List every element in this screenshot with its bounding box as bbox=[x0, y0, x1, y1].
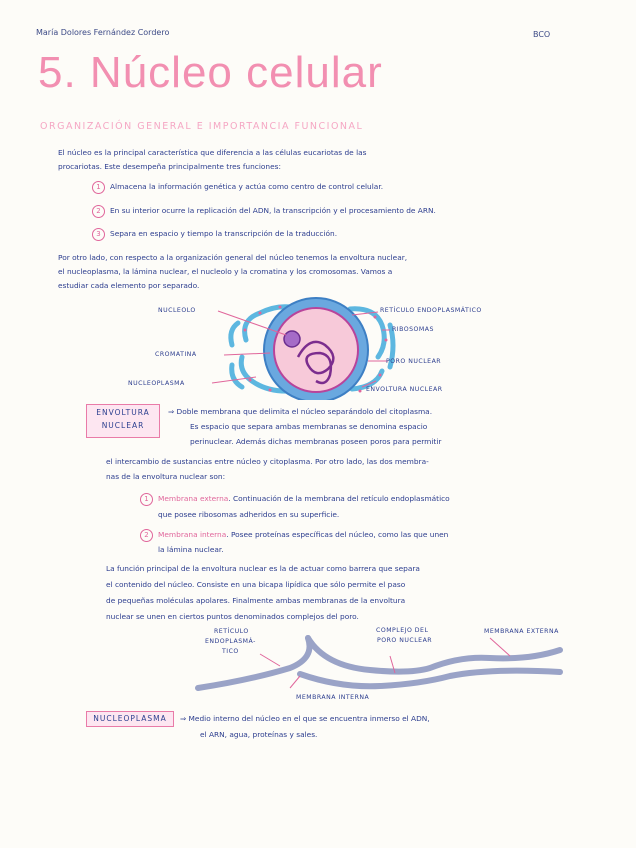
label-membrana-externa: MEMBRANA EXTERNA bbox=[484, 628, 559, 635]
membrane-text: . Continuación de la membrana del retículo endoplasmático bbox=[228, 494, 450, 503]
label-complejo-poro-1: COMPLEJO DEL bbox=[376, 627, 429, 634]
section-subtitle: ORGANIZACIÓN GENERAL E IMPORTANCIA FUNCIONAL bbox=[40, 121, 364, 132]
reticulum-membrane-shape bbox=[198, 638, 310, 688]
nucleoplasma-box: NUCLEOPLASMA bbox=[86, 711, 174, 727]
number-badge: 2 bbox=[140, 529, 153, 542]
function-text: Almacena la información genética y actúa como centro de control celular. bbox=[110, 182, 384, 191]
function-line-3: de pequeñas moléculas apolares. Finalmente ambas membranas de la envoltura bbox=[106, 596, 406, 605]
envoltura-line-3: perinuclear. Además dichas membranas poseen poros para permitir bbox=[190, 437, 442, 446]
nucleolus-shape bbox=[284, 331, 300, 347]
function-line-4: nuclear se unen en ciertos puntos denominados complejos del poro. bbox=[106, 612, 359, 621]
envoltura-line-2: Es espacio que separa ambas membranas se denomina espacio bbox=[190, 422, 428, 431]
page-title: 5. Núcleo celular bbox=[38, 48, 383, 97]
subject-tag: BCO bbox=[533, 30, 551, 39]
author-name: María Dolores Fernández Cordero bbox=[36, 28, 170, 37]
label-envoltura: ENVOLTURA NUCLEAR bbox=[366, 386, 443, 393]
number-badge: 3 bbox=[92, 228, 105, 241]
function-text: Separa en espacio y tiempo la transcripción de la traducción. bbox=[110, 229, 338, 238]
label-ribosomas: RIBOSOMAS bbox=[392, 326, 434, 333]
label-membrana-interna: MEMBRANA INTERNA bbox=[296, 694, 370, 701]
function-item-1 bbox=[92, 181, 383, 194]
label-reticulo-2: ENDOPLASMÁ- bbox=[205, 638, 256, 645]
membrane-name: Membrana interna bbox=[158, 530, 227, 539]
number-badge: 1 bbox=[140, 493, 153, 506]
envoltura-box-line-2: NUCLEAR bbox=[101, 421, 145, 430]
organization-line-2: el nucleoplasma, la lámina nuclear, el nucleolo y la cromatina y los cromosomas. Vamos a bbox=[58, 267, 393, 276]
label-reticulo-1: RETÍCULO bbox=[214, 628, 249, 635]
label-reticulo-3: TICO bbox=[222, 648, 239, 655]
envoltura-box-line-1: ENVOLTURA bbox=[96, 408, 150, 417]
label-nucleolo: NUCLEOLO bbox=[158, 307, 196, 314]
envoltura-line-4: el intercambio de sustancias entre núcleo y citoplasma. Por otro lado, las dos membra- bbox=[106, 457, 429, 466]
label-reticulo: RETÍCULO ENDOPLASMÁTICO bbox=[380, 307, 482, 314]
label-cromatina: CROMATINA bbox=[155, 351, 197, 358]
membrane-name: Membrana externa bbox=[158, 494, 229, 503]
function-item-2 bbox=[92, 205, 436, 218]
envoltura-line-1: ⇒ Doble membrana que delimita el núcleo separándolo del citoplasma. bbox=[168, 407, 433, 416]
envoltura-box bbox=[86, 404, 160, 438]
outer-membrane-shape bbox=[308, 638, 560, 672]
function-line-1: La función principal de la envoltura nuclear es la de actuar como barrera que separa bbox=[106, 564, 420, 573]
membrane-1-line-2: que posee ribosomas adheridos en su superficie. bbox=[158, 510, 340, 519]
function-item-3 bbox=[92, 228, 337, 241]
intro-line-2: procariotas. Este desempeña principalmente tres funciones: bbox=[58, 162, 282, 171]
label-nucleoplasma: NUCLEOPLASMA bbox=[128, 380, 185, 387]
label-poro: PORO NUCLEAR bbox=[386, 358, 442, 365]
function-line-2: el contenido del núcleo. Consiste en una bicapa lipídica que sólo permite el paso bbox=[106, 580, 406, 589]
number-badge: 2 bbox=[92, 205, 105, 218]
number-badge: 1 bbox=[92, 181, 105, 194]
membrane-item-2 bbox=[140, 529, 448, 542]
membrane-text: . Posee proteínas específicas del núcleo, como las que unen bbox=[226, 530, 449, 539]
function-text: En su interior ocurre la replicación del ADN, la transcripción y el procesamiento de ARN. bbox=[110, 206, 436, 215]
membrane-item-1 bbox=[140, 493, 450, 506]
organization-line-1: Por otro lado, con respecto a la organización general del núcleo tenemos la envoltura nuclear, bbox=[58, 253, 408, 262]
label-complejo-poro-2: PORO NUCLEAR bbox=[377, 637, 433, 644]
organization-line-3: estudiar cada elemento por separado. bbox=[58, 281, 200, 290]
envoltura-line-5: nas de la envoltura nuclear son: bbox=[106, 472, 226, 481]
membrane-2-line-2: la lámina nuclear. bbox=[158, 545, 224, 554]
nucleoplasm-shape bbox=[274, 308, 358, 392]
nucleoplasma-line-2: el ARN, agua, proteínas y sales. bbox=[200, 730, 318, 739]
intro-line-1: El núcleo es la principal característica que diferencia a las células eucariotas de las bbox=[58, 148, 367, 157]
nucleoplasma-line-1: ⇒ Medio interno del núcleo en el que se encuentra inmerso el ADN, bbox=[180, 714, 430, 723]
inner-membrane-shape bbox=[300, 671, 560, 687]
